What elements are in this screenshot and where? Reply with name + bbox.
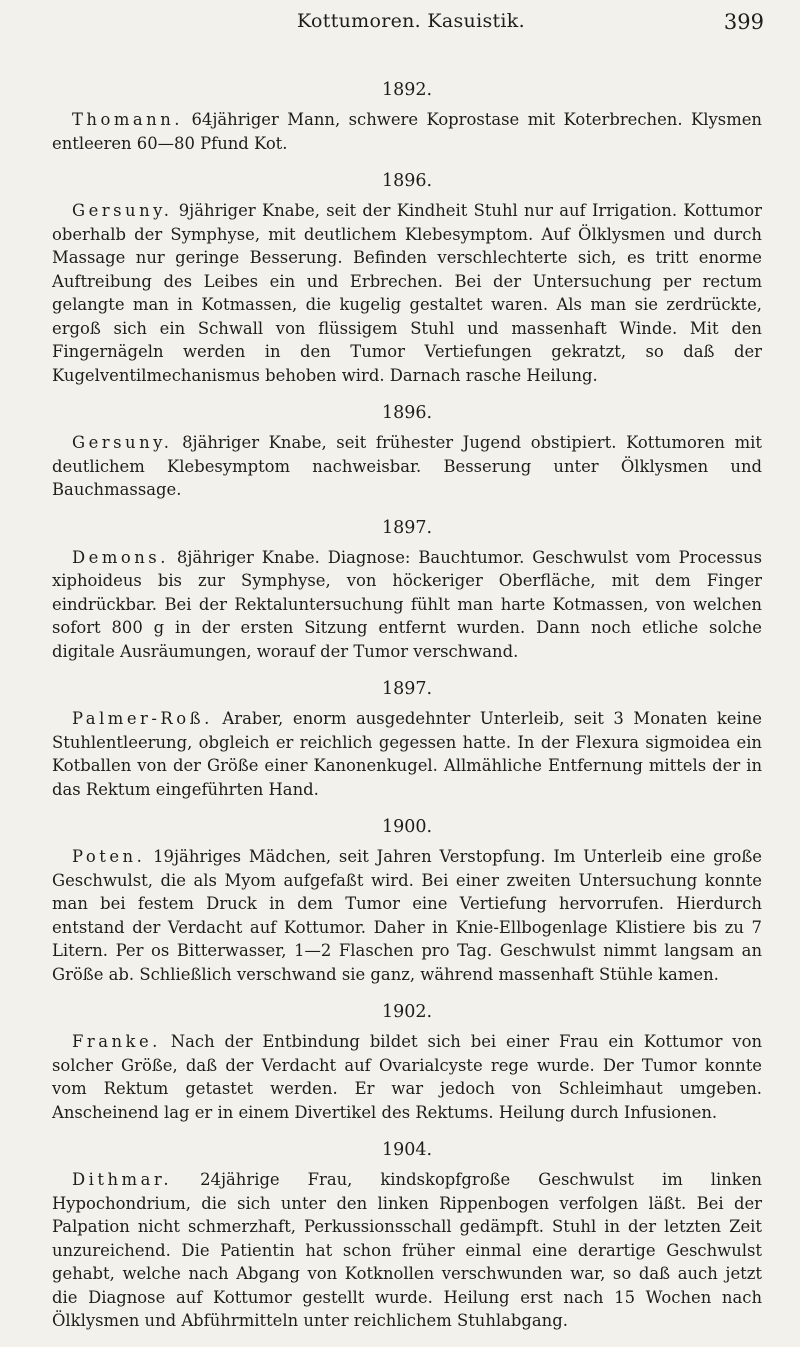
case-paragraph: [52, 431, 762, 502]
case-paragraph: [52, 1030, 762, 1124]
case-entry: [52, 677, 762, 801]
case-text: 64jähriger Mann, schwere Koprostase mit Koterbrechen. Klysmen entleeren 60—80 Pfund Kot.: [52, 110, 762, 153]
case-year: 1896.: [381, 171, 433, 191]
case-text: 9jähriger Knabe, seit der Kindheit Stuhl nur auf Irrigation. Kottumor oberhalb der Symphyse, mit deutlichem Klebesymptom. Auf Ölklysmen und durch Massage nur geringe Besserung. Befinden verschlechterte sich, es tritt enorme Auftreibung des Leibes ein und Erbrechen. Bei der Untersuchung per rectum gelangte man in Kotmassen, die kugelig gestaltet waren. Als man sie zerdrückte, ergoß sich ein Schwall von flüssigem Stuhl und massenhaft Winde. Mit den Fingernägeln werden in den Tumor Vertiefungen gekratzt, so daß der Kugelventilmechanismus behoben wird. Darnach rasche Heilung.: [52, 201, 762, 385]
case-text: 8jähriger Knabe, seit frühester Jugend obstipiert. Kottumoren mit deutlichem Klebesymptom nachweisbar. Besserung unter Ölklysmen und Bauchmassage.: [52, 433, 762, 499]
case-year: 1892.: [381, 80, 433, 100]
case-year: 1904.: [381, 1140, 433, 1160]
case-text: Araber, enorm ausgedehnter Unterleib, seit 3 Monaten keine Stuhlentleerung, obgleich er reichlich gegessen hatte. In der Flexura sigmoidea ein Kotballen von der Größe einer Kanonenkugel. Allmähliche Entfernung mittels der in das Rektum eingeführten Hand.: [52, 709, 762, 799]
case-paragraph: [52, 199, 762, 387]
case-entry: [52, 516, 762, 664]
case-year: 1896.: [381, 403, 433, 423]
case-text: 24jährige Frau, kindskopfgroße Geschwulst im linken Hypochondrium, die sich unter den linken Rippenbogen verfolgen läßt. Bei der Palpation nicht schmerzhaft, Perkussionsschall gedämpft. Stuhl in der letzten Zeit unzureichend. Die Patientin hat schon früher einmal eine derartige Geschwulst gehabt, welche nach Abgang von Kotknollen verschwunden war, so daß auch jetzt die Diagnose auf Kottumor gestellt wurde. Heilung erst nach 15 Wochen nach Ölklysmen und Abführmitteln unter reichlichem Stuhlabgang.: [52, 1170, 762, 1330]
case-author: Dithmar.: [72, 1170, 173, 1189]
case-year: 1897.: [381, 679, 433, 699]
case-paragraph: [52, 1168, 762, 1333]
case-entry: [52, 169, 762, 387]
case-entry: [52, 78, 762, 155]
case-list: [52, 78, 762, 1347]
case-author: Poten.: [72, 847, 146, 866]
page-number: 399: [723, 10, 764, 34]
case-paragraph: [52, 845, 762, 986]
case-author: Thomann.: [72, 110, 183, 129]
case-text: 8jähriger Knabe. Diagnose: Bauchtumor. Geschwulst vom Processus xiphoideus bis zur Symphyse, von höckeriger Oberfläche, mit dem Finger eindrückbar. Bei der Rektaluntersuchung fühlt man harte Kotmassen, von welchen sofort 800 g in der ersten Sitzung entfernt wurden. Dann noch etliche solche digitale Ausräumungen, worauf der Tumor verschwand.: [52, 547, 762, 661]
case-text: 19jähriges Mädchen, seit Jahren Verstopfung. Im Unterleib eine große Geschwulst, die als Myom aufgefaßt wird. Bei einer zweiten Untersuchung konnte man bei festem Druck in dem Tumor eine Vertiefung hervorrufen. Hierdurch entstand der Verdacht auf Kottumor. Daher in Knie-Ellbogenlage Klistiere bis zu 7 Litern. Per os Bitterwasser, 1—2 Flaschen pro Tag. Geschwulst nimmt langsam an Größe ab. Schließlich verschwand sie ganz, während massenhaft Stühle kamen.: [52, 847, 762, 984]
case-author: Palmer-Roß.: [72, 709, 213, 728]
running-head: [52, 10, 770, 40]
case-year: 1900.: [381, 817, 433, 837]
case-author: Gersuny.: [72, 433, 173, 452]
case-paragraph: [52, 108, 762, 155]
case-entry: [52, 1138, 762, 1333]
case-author: Franke.: [72, 1032, 161, 1051]
case-entry: [52, 401, 762, 502]
case-year: 1902.: [381, 1002, 433, 1022]
case-author: Gersuny.: [72, 201, 173, 220]
case-entry: [52, 815, 762, 986]
case-year: 1897.: [381, 517, 433, 538]
case-paragraph: [52, 707, 762, 801]
case-text: Nach der Entbindung bildet sich bei einer Frau ein Kottumor von solcher Größe, daß der Verdacht auf Ovarialcyste rege wurde. Der Tumor konnte vom Rektum getastet werden. Er war jedoch von Schleimhaut umgeben. Anscheinend lag er in einem Divertikel des Rektums. Heilung durch Infusionen.: [52, 1032, 762, 1122]
case-paragraph: [52, 546, 762, 664]
running-title: Kottumoren. Kasuistik.: [297, 10, 525, 32]
case-author: Demons.: [72, 547, 169, 567]
case-entry: [52, 1000, 762, 1124]
